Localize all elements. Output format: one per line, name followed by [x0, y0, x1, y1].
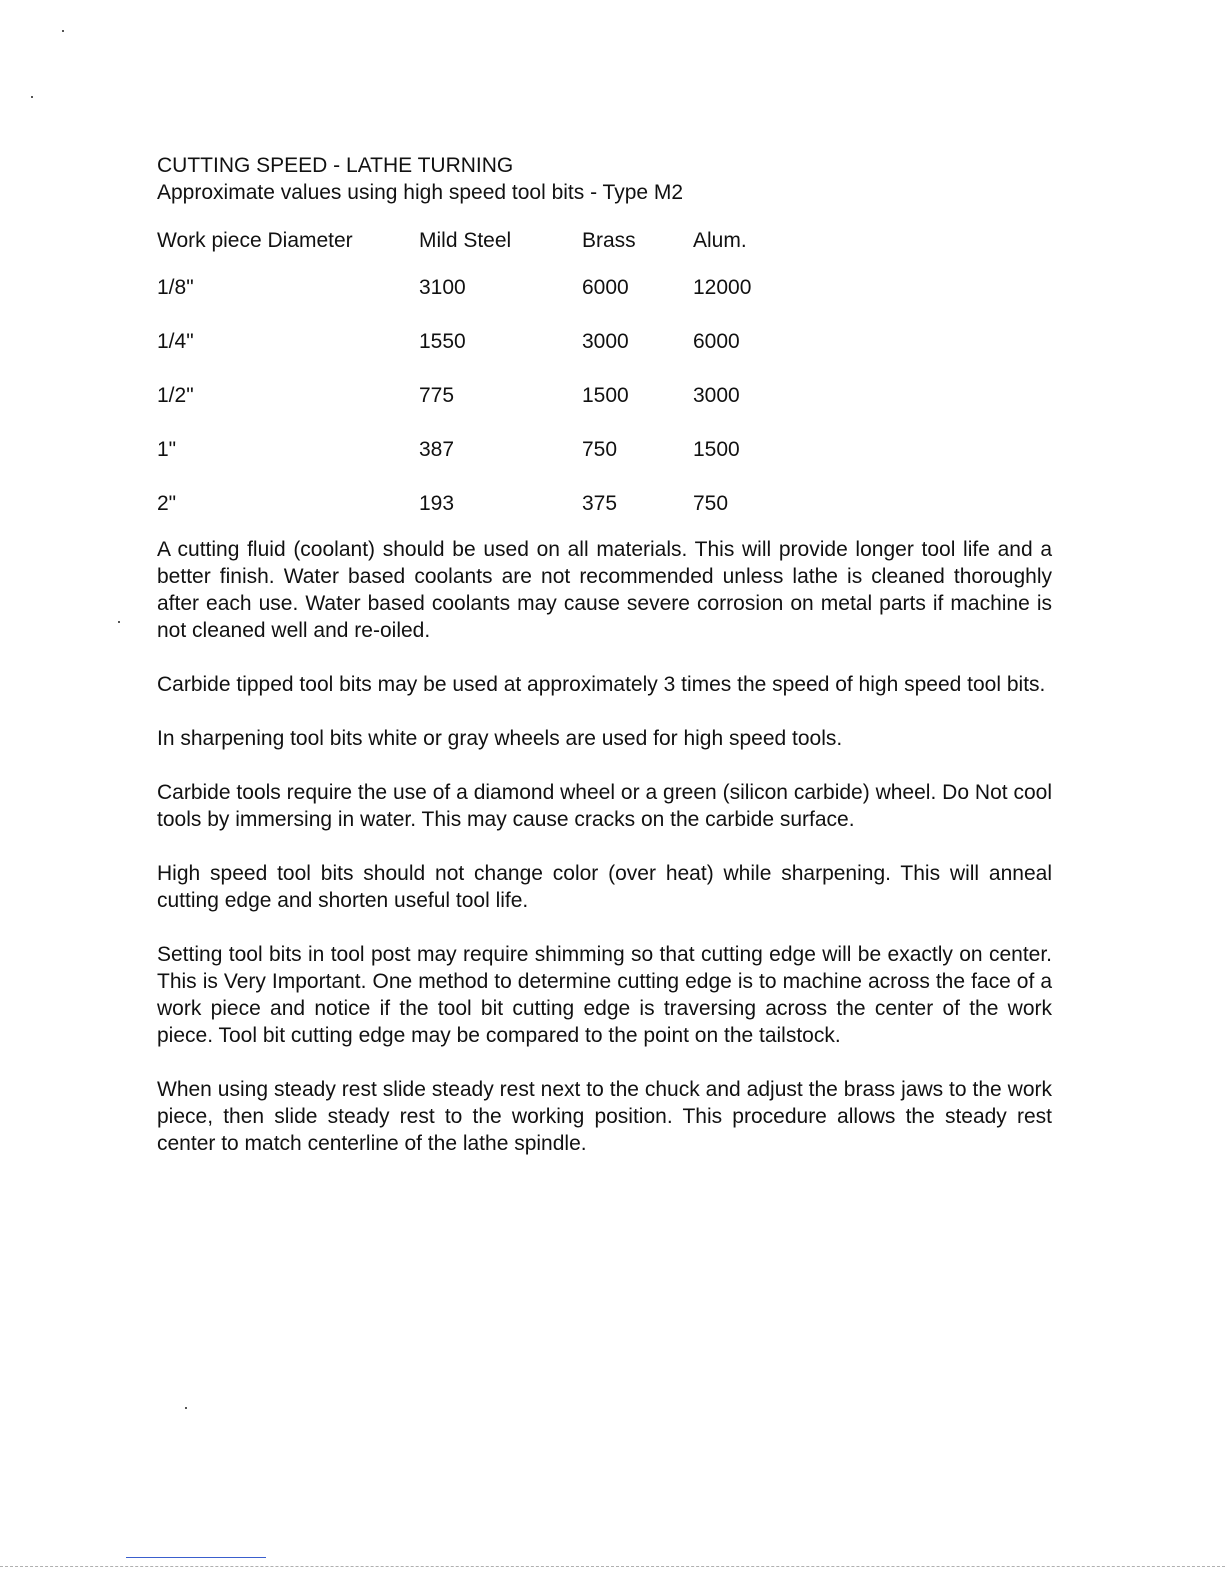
- scan-speck: [185, 1407, 187, 1409]
- paragraph-tool-height: Setting tool bits in tool post may require shimming so that cutting edge will be exactly on center. This is Very Important. One method to determine cutting edge is to machine across the face of a work piece and notice if the tool bit cutting edge is traversing across the center of the work piece. Tool bit cutting edge may be compared to the point on the tailstock.: [157, 943, 1052, 1047]
- scan-speck: [62, 30, 64, 32]
- cell-mild-steel: 3100: [419, 275, 466, 299]
- cell-diameter: 1/8": [157, 275, 194, 299]
- page-title: CUTTING SPEED - LATHE TURNING: [157, 154, 514, 177]
- column-header-alum: Alum.: [693, 228, 747, 252]
- table-row: [157, 314, 803, 368]
- cell-mild-steel: 775: [419, 383, 455, 407]
- cell-diameter: 1/2": [157, 383, 194, 407]
- table-row: [157, 422, 803, 476]
- table-row: [157, 368, 803, 422]
- cell-diameter: 1/4": [157, 329, 194, 353]
- scan-speck: [31, 96, 33, 98]
- cell-brass: 375: [582, 491, 618, 515]
- column-header-mild-steel: Mild Steel: [419, 228, 512, 252]
- page-subtitle: Approximate values using high speed tool bits - Type M2: [157, 181, 684, 204]
- paragraph-carbide-wheels: Carbide tools require the use of a diamond wheel or a green (silicon carbide) wheel. Do Not cool tools by immersing in water. This may cause cracks on the carbide surface.: [157, 781, 1052, 831]
- paragraph-carbide-speed: Carbide tipped tool bits may be used at approximately 3 times the speed of high speed tool bits.: [157, 673, 1046, 696]
- cell-brass: 3000: [582, 329, 629, 353]
- cell-mild-steel: 387: [419, 437, 455, 461]
- cell-diameter: 2": [157, 491, 177, 515]
- paragraph-overheat: High speed tool bits should not change color (over heat) while sharpening. This will anneal cutting edge and shorten useful tool life.: [157, 862, 1052, 912]
- scan-speck: [118, 621, 120, 623]
- cell-diameter: 1": [157, 437, 177, 461]
- table-row: [157, 260, 803, 314]
- cell-alum: 750: [693, 491, 729, 515]
- column-header-brass: Brass: [582, 228, 636, 252]
- bottom-mark-line: [126, 1557, 266, 1558]
- cutting-speed-table: [157, 220, 803, 530]
- document-content: [157, 152, 1052, 1157]
- table-row: [157, 476, 803, 530]
- cell-brass: 6000: [582, 275, 629, 299]
- cell-brass: 750: [582, 437, 618, 461]
- column-header-diameter: Work piece Diameter: [157, 228, 353, 252]
- cell-alum: 3000: [693, 383, 740, 407]
- cell-alum: 6000: [693, 329, 740, 353]
- cell-mild-steel: 193: [419, 491, 455, 515]
- paragraph-coolant: A cutting fluid (coolant) should be used on all materials. This will provide longer tool life and a better finish. Water based coolants are not recommended unless lathe is cleaned thoroughly after each use. Water based coolants may cause severe corrosion on metal parts if machine is not cleaned well and re-oiled.: [157, 538, 1052, 642]
- paragraph-sharpening: In sharpening tool bits white or gray wheels are used for high speed tools.: [157, 727, 843, 750]
- cell-brass: 1500: [582, 383, 629, 407]
- cell-alum: 12000: [693, 275, 752, 299]
- bottom-scan-edge: [0, 1566, 1225, 1567]
- paragraph-steady-rest: When using steady rest slide steady rest next to the chuck and adjust the brass jaws to the work piece, then slide steady rest to the working position. This procedure allows the steady rest center to match centerline of the lathe spindle.: [157, 1078, 1052, 1155]
- table-header-row: [157, 220, 803, 260]
- cell-alum: 1500: [693, 437, 740, 461]
- cell-mild-steel: 1550: [419, 329, 466, 353]
